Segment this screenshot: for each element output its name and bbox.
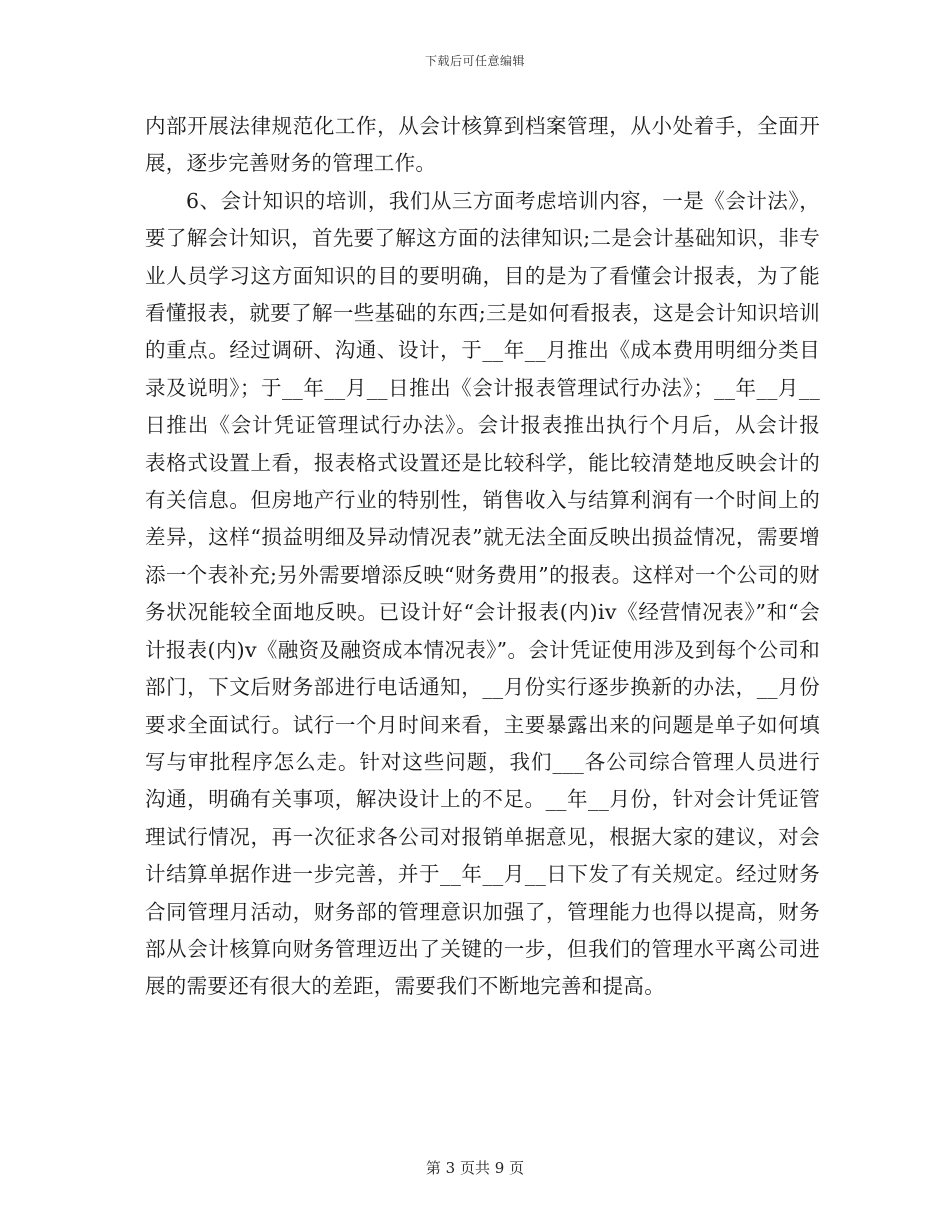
- page-header: 下载后可任意编辑: [424, 54, 525, 68]
- paragraph-continuation: 内部开展法律规范化工作，从会计核算到档案管理，从小处着手，全面开展，逐步完善财务的管理工作。: [145, 114, 820, 176]
- document-body: [145, 108, 820, 1006]
- page-number: 第 3 页共 9 页: [425, 1159, 525, 1177]
- paragraph-accounting-training: 6、会计知识的培训，我们从三方面考虑培训内容，一是《会计法》，要了解会计知识，首先要了解这方面的法律知识;二是会计基础知识，非专业人员学习这方面知识的目的要明确，目的是为了看懂会计报表，为了能看懂报表，就要了解一些基础的东西;三是如何看报表，这是会计知识培训的重点。经过调研、沟通、设计，于__年__月推出《成本费用明细分类目录及说明》；于__年__月__日推出《会计报表管理试行办法》；__年__月__日推出《会计凭证管理试行办法》。会计报表推出执行个月后，从会计报表格式设置上看，报表格式设置还是比较科学，能比较清楚地反映会计的有关信息。但房地产行业的特别性，销售收入与结算利润有一个时间上的差异，这样“损益明细及异动情况表”就无法全面反映出损益情况，需要增添一个表补充;另外需要增添反映“财务费用”的报表。这样对一个公司的财务状况能较全面地反映。已设计好“会计报表(内)iv《经营情况表》”和“会计报表(内)v《融资及融资成本情况表》”。会计凭证使用涉及到每个公司和部门，下文后财务部进行电话通知，__月份实行逐步换新的办法，__月份要求全面试行。试行一个月时间来看，主要暴露出来的问题是单子如何填写与审批程序怎么走。针对这些问题，我们___各公司综合管理人员进行沟通，明确有关事项，解决设计上的不足。__年__月份，针对会计凭证管理试行情况，再一次征求各公司对报销单据意见，根据大家的建议，对会计结算单据作进一步完善，并于__年__月__日下发了有关规定。经过财务合同管理月活动，财务部的管理意识加强了，管理能力也得以提高，财务部从会计核算向财务管理迈出了关键的一步，但我们的管理水平离公司进展的需要还有很大的差距，需要我们不断地完善和提高。: [145, 188, 820, 999]
